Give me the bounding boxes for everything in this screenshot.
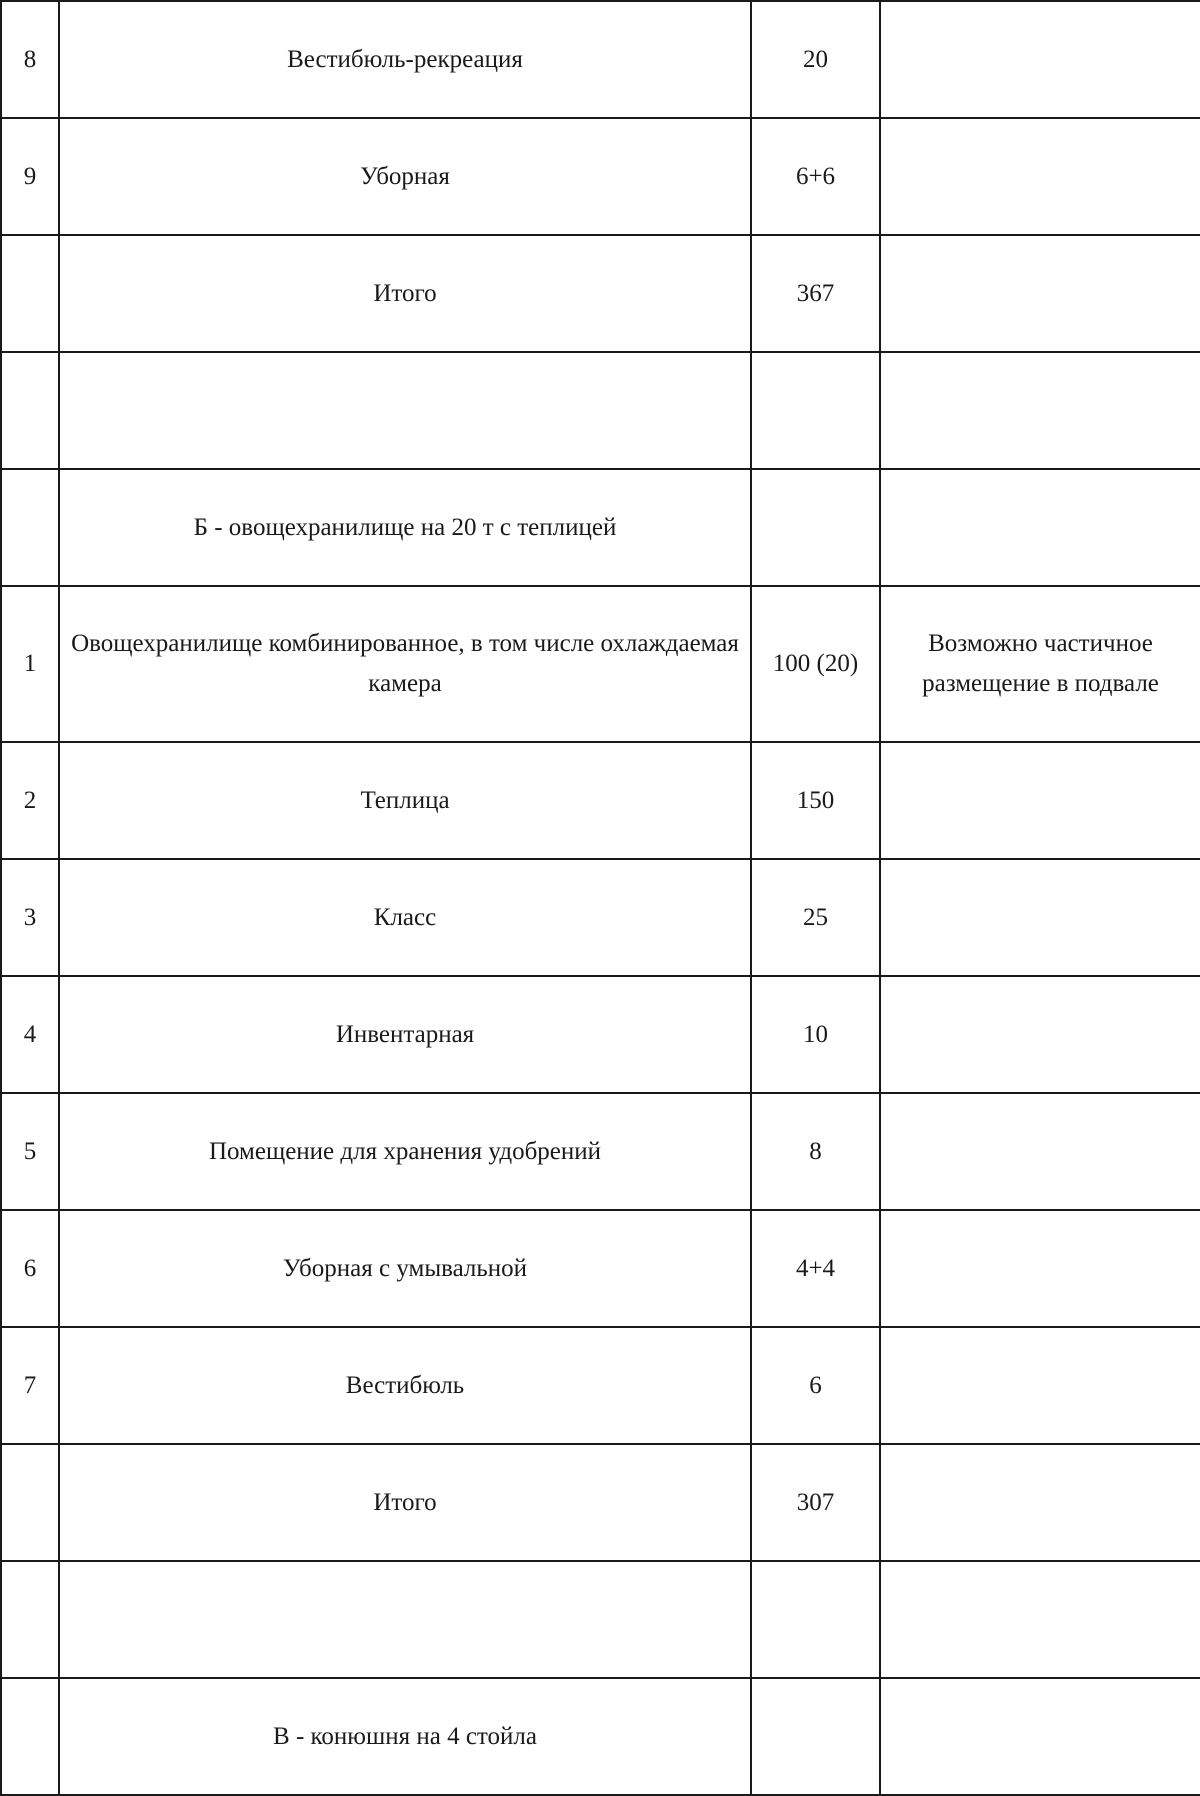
room-name: Вестибюль-рекреация xyxy=(59,1,751,118)
table-row xyxy=(1,859,1200,976)
room-area xyxy=(751,352,880,469)
row-number xyxy=(1,1444,59,1561)
room-note xyxy=(880,469,1200,586)
room-area: 6 xyxy=(751,1327,880,1444)
room-note: Возможно частичное размещение в подвале xyxy=(880,586,1200,742)
row-number: 8 xyxy=(1,1,59,118)
room-name: Класс xyxy=(59,859,751,976)
room-area: 307 xyxy=(751,1444,880,1561)
row-number xyxy=(1,352,59,469)
room-note xyxy=(880,1561,1200,1678)
room-area: 100 (20) xyxy=(751,586,880,742)
room-area: 25 xyxy=(751,859,880,976)
table-row xyxy=(1,469,1200,586)
room-area xyxy=(751,1678,880,1795)
table-row xyxy=(1,1444,1200,1561)
room-note xyxy=(880,235,1200,352)
room-name: Итого xyxy=(59,235,751,352)
room-note xyxy=(880,976,1200,1093)
row-number: 9 xyxy=(1,118,59,235)
room-area: 150 xyxy=(751,742,880,859)
room-note xyxy=(880,352,1200,469)
room-name xyxy=(59,352,751,469)
table-row xyxy=(1,586,1200,742)
room-area: 367 xyxy=(751,235,880,352)
room-name: Теплица xyxy=(59,742,751,859)
row-number xyxy=(1,469,59,586)
room-area: 10 xyxy=(751,976,880,1093)
table-row xyxy=(1,235,1200,352)
room-area xyxy=(751,469,880,586)
room-area: 4+4 xyxy=(751,1210,880,1327)
room-note xyxy=(880,1210,1200,1327)
room-name: Уборная xyxy=(59,118,751,235)
table-row xyxy=(1,1327,1200,1444)
table-row xyxy=(1,1210,1200,1327)
room-note xyxy=(880,1093,1200,1210)
room-area xyxy=(751,1561,880,1678)
row-number: 1 xyxy=(1,586,59,742)
row-number: 7 xyxy=(1,1327,59,1444)
room-note xyxy=(880,859,1200,976)
room-area: 8 xyxy=(751,1093,880,1210)
row-number: 5 xyxy=(1,1093,59,1210)
room-name: Вестибюль xyxy=(59,1327,751,1444)
row-number xyxy=(1,235,59,352)
room-name: Итого xyxy=(59,1444,751,1561)
room-name xyxy=(59,1561,751,1678)
row-number xyxy=(1,1678,59,1795)
table-row xyxy=(1,1,1200,118)
table-row xyxy=(1,1561,1200,1678)
room-name: Инвентарная xyxy=(59,976,751,1093)
room-name: Уборная с умывальной xyxy=(59,1210,751,1327)
table-row xyxy=(1,742,1200,859)
row-number: 4 xyxy=(1,976,59,1093)
room-note xyxy=(880,1444,1200,1561)
room-area: 6+6 xyxy=(751,118,880,235)
room-note xyxy=(880,1,1200,118)
table-row xyxy=(1,976,1200,1093)
table-row xyxy=(1,1678,1200,1795)
room-area: 20 xyxy=(751,1,880,118)
room-note xyxy=(880,118,1200,235)
room-note xyxy=(880,1327,1200,1444)
room-note xyxy=(880,742,1200,859)
row-number: 2 xyxy=(1,742,59,859)
row-number: 3 xyxy=(1,859,59,976)
section-heading: Б - овощехранилище на 20 т с теплицей xyxy=(59,469,751,586)
table-row xyxy=(1,118,1200,235)
room-note xyxy=(880,1678,1200,1795)
room-name: Помещение для хранения удобрений xyxy=(59,1093,751,1210)
table-row xyxy=(1,1093,1200,1210)
row-number: 6 xyxy=(1,1210,59,1327)
table-row xyxy=(1,352,1200,469)
row-number xyxy=(1,1561,59,1678)
section-heading: В - конюшня на 4 стойла xyxy=(59,1678,751,1795)
room-name: Овощехранилище комбинированное, в том числе охлаждаемая камера xyxy=(59,586,751,742)
